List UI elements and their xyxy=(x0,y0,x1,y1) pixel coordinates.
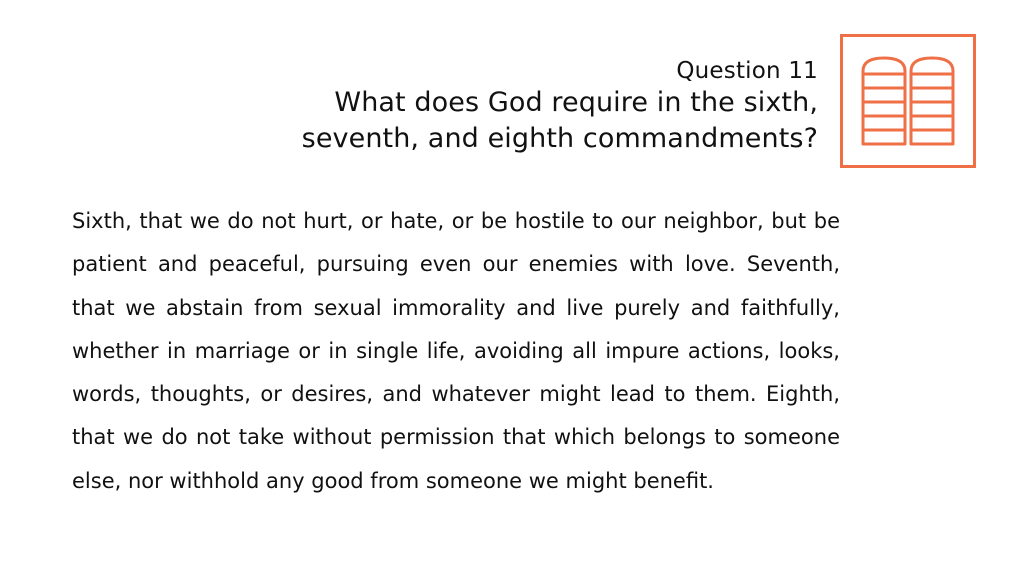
ten-commandments-tablets-icon xyxy=(860,55,956,147)
question-title-line-1: What does God require in the sixth, xyxy=(334,87,818,118)
answer-text: Sixth, that we do not hurt, or hate, or be hostile to our neighbor, but be patient and peaceful, pursuing even our enemies with love. Seventh, that we abstain from sexual immorality and live purely and faithfully, whether in marriage or in single life, avoiding all impure actions, looks, words, thoughts, or desires, and whatever might lead to them. Eighth, that we do not take without permission that which belongs to someone else, nor withhold any good from someone we might benefit. xyxy=(72,209,840,493)
tablets-icon-frame xyxy=(840,34,976,168)
question-header xyxy=(302,57,818,157)
question-number: Question 11 xyxy=(676,58,818,84)
question-title-line-2: seventh, and eighth commandments? xyxy=(301,123,818,154)
question-title xyxy=(302,85,818,157)
